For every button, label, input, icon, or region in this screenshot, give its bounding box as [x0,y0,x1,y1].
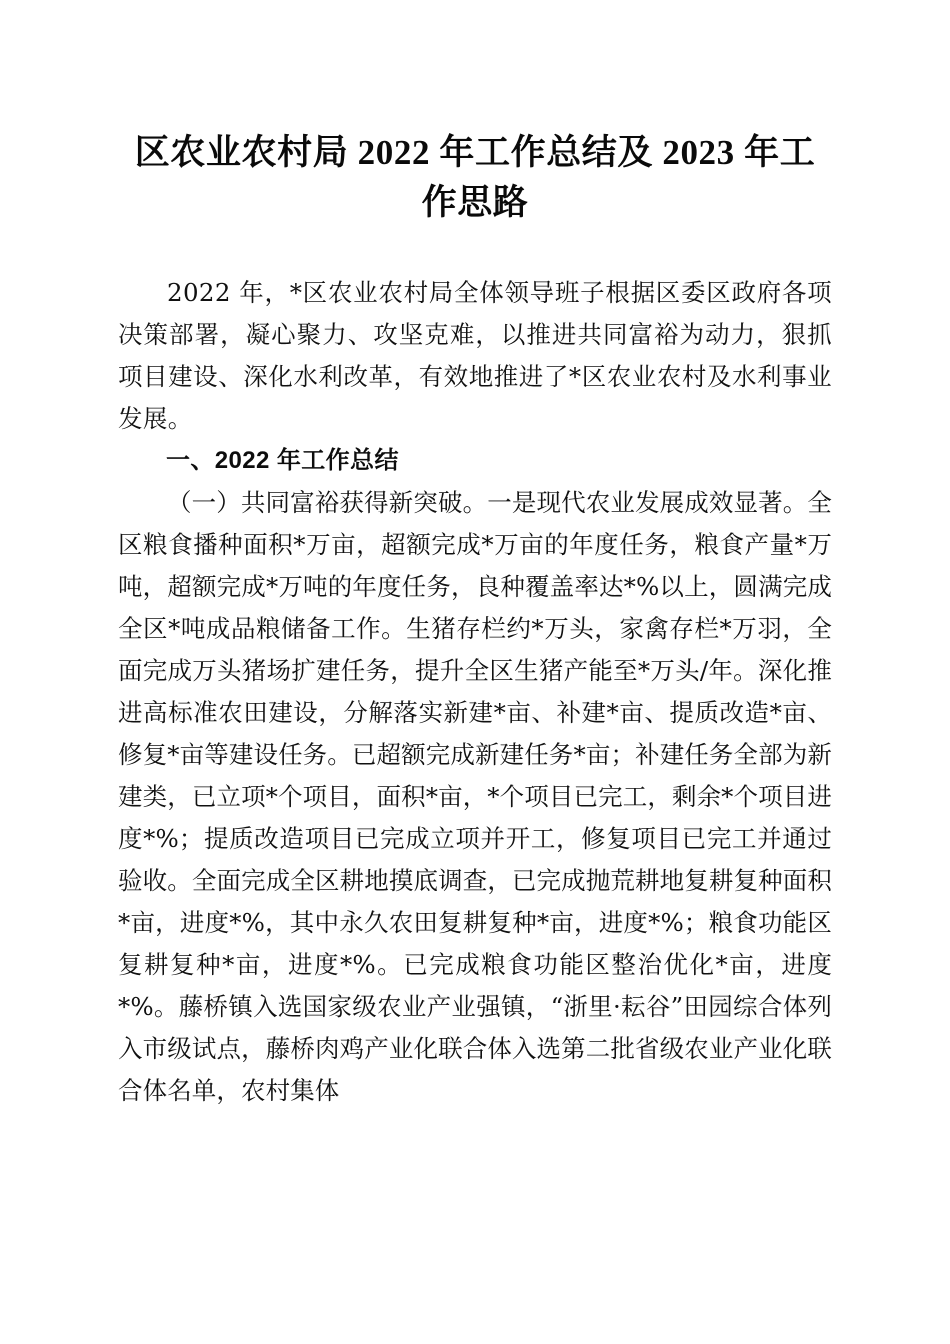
section-heading-2022-summary: 一、2022 年工作总结 [166,447,399,474]
subsection-paragraph-common-prosperity: （一）共同富裕获得新突破。一是现代农业发展成效显著。全区粮食播种面积*万亩，超额完成*万亩的年度任务，粮食产量*万吨，超额完成*万吨的年度任务，良种覆盖率达*%以上，圆满完成全区*吨成品粮储备工作。生猪存栏约*万头，家禽存栏*万羽，全面完成万头猪场扩建任务，提升全区生猪产能至*万头/年。深化推进高标准农田建设，分解落实新建*亩、补建*亩、提质改造*亩、修复*亩等建设任务。已超额完成新建任务*亩；补建任务全部为新建类，已立项*个项目，面积*亩，*个项目已完工，剩余*个项目进度*%；提质改造项目已完成立项并开工，修复项目已完工并通过验收。全面完成全区耕地摸底调查，已完成抛荒耕地复耕复种面积*亩，进度*%，其中永久农田复耕复种*亩，进度*%；粮食功能区复耕复种*亩，进度*%。已完成粮食功能区整治优化*亩，进度*%。藤桥镇入选国家级农业产业强镇，“浙里·耘谷”田园综合体列入市级试点，藤桥肉鸡产业化联合体入选第二批省级农业产业化联合体名单，农村集体 [118,488,832,1105]
page-title: 区农业农村局 2022 年工作总结及 2023 年工作思路 [134,133,816,222]
intro-paragraph: 2022 年，*区农业农村局全体领导班子根据区委区政府各项决策部署，凝心聚力、攻坚克难，以推进共同富裕为动力，狠抓项目建设、深化水利改革，有效地推进了*区农业农村及水利事业发展。 [118,278,832,433]
